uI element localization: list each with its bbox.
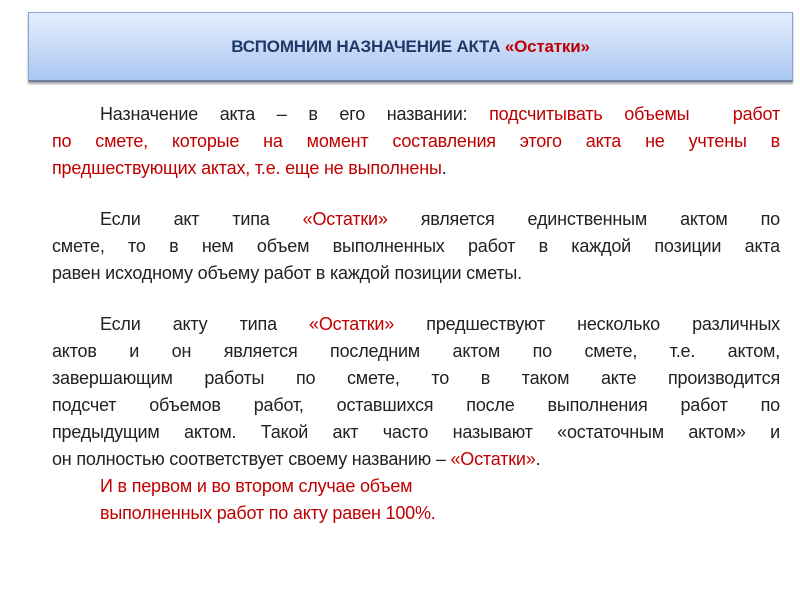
- text-line: [52, 338, 780, 365]
- text-line: [52, 311, 780, 338]
- text-line: [52, 392, 780, 419]
- body-text: подсчет объемов работ, оставшихся после выполнения работ по: [52, 395, 780, 415]
- slide-title-banner: [28, 12, 793, 82]
- text-line: [52, 500, 780, 527]
- body-text: актов и он является последним актом по смете, т.е. актом,: [52, 341, 780, 361]
- highlighted-text: выполненных работ по акту равен 100%.: [100, 503, 436, 523]
- body-text: завершающим работы по смете, то в таком акте производится: [52, 368, 780, 388]
- body-text: .: [535, 449, 541, 469]
- text-line: [52, 155, 780, 182]
- paragraph-3: [52, 311, 780, 473]
- paragraph-2: [52, 206, 780, 287]
- highlighted-text: подсчитывать объемы работ: [489, 104, 781, 124]
- body-text: Если акт типа: [100, 209, 303, 229]
- text-line: [52, 128, 780, 155]
- body-text: Если акту типа: [100, 314, 310, 334]
- highlighted-text: «Остатки»: [450, 449, 536, 469]
- paragraph-4: [52, 473, 780, 527]
- text-line: [52, 446, 780, 473]
- body-text: он полностью соответствует своему названию –: [52, 449, 451, 469]
- text-line: [52, 101, 780, 128]
- body-text: равен исходному объему работ в каждой позиции сметы.: [52, 263, 522, 283]
- title-main: ВСПОМНИМ НАЗНАЧЕНИЕ АКТА: [231, 36, 505, 56]
- highlighted-text: предшествующих актах, т.е. еще не выполнены: [52, 158, 442, 178]
- highlighted-text: «Остатки»: [302, 209, 388, 229]
- text-line: [52, 260, 780, 287]
- body-text: предыдущим актом. Такой акт часто называют «остаточным актом» и: [52, 422, 780, 442]
- body-text: предшествуют несколько различных: [394, 314, 780, 334]
- paragraph-gap: [52, 182, 780, 206]
- paragraph-1: [52, 101, 780, 182]
- body-text: .: [441, 158, 447, 178]
- highlighted-text: И в первом и во втором случае объем: [100, 476, 413, 496]
- title-accent: «Остатки»: [504, 36, 590, 56]
- text-line: [52, 365, 780, 392]
- text-line: [52, 233, 780, 260]
- highlighted-text: «Остатки»: [309, 314, 395, 334]
- slide-body-text: [52, 101, 780, 527]
- text-line: [52, 419, 780, 446]
- body-text: Назначение акта – в его названии:: [100, 104, 490, 124]
- body-text: является единственным актом по: [387, 209, 780, 229]
- highlighted-text: по смете, которые на момент составления этого акта не учтены в: [52, 131, 780, 151]
- body-text: смете, то в нем объем выполненных работ в каждой позиции акта: [52, 236, 780, 256]
- paragraph-gap: [52, 287, 780, 311]
- text-line: [52, 473, 780, 500]
- slide-title: [231, 37, 589, 57]
- text-line: [52, 206, 780, 233]
